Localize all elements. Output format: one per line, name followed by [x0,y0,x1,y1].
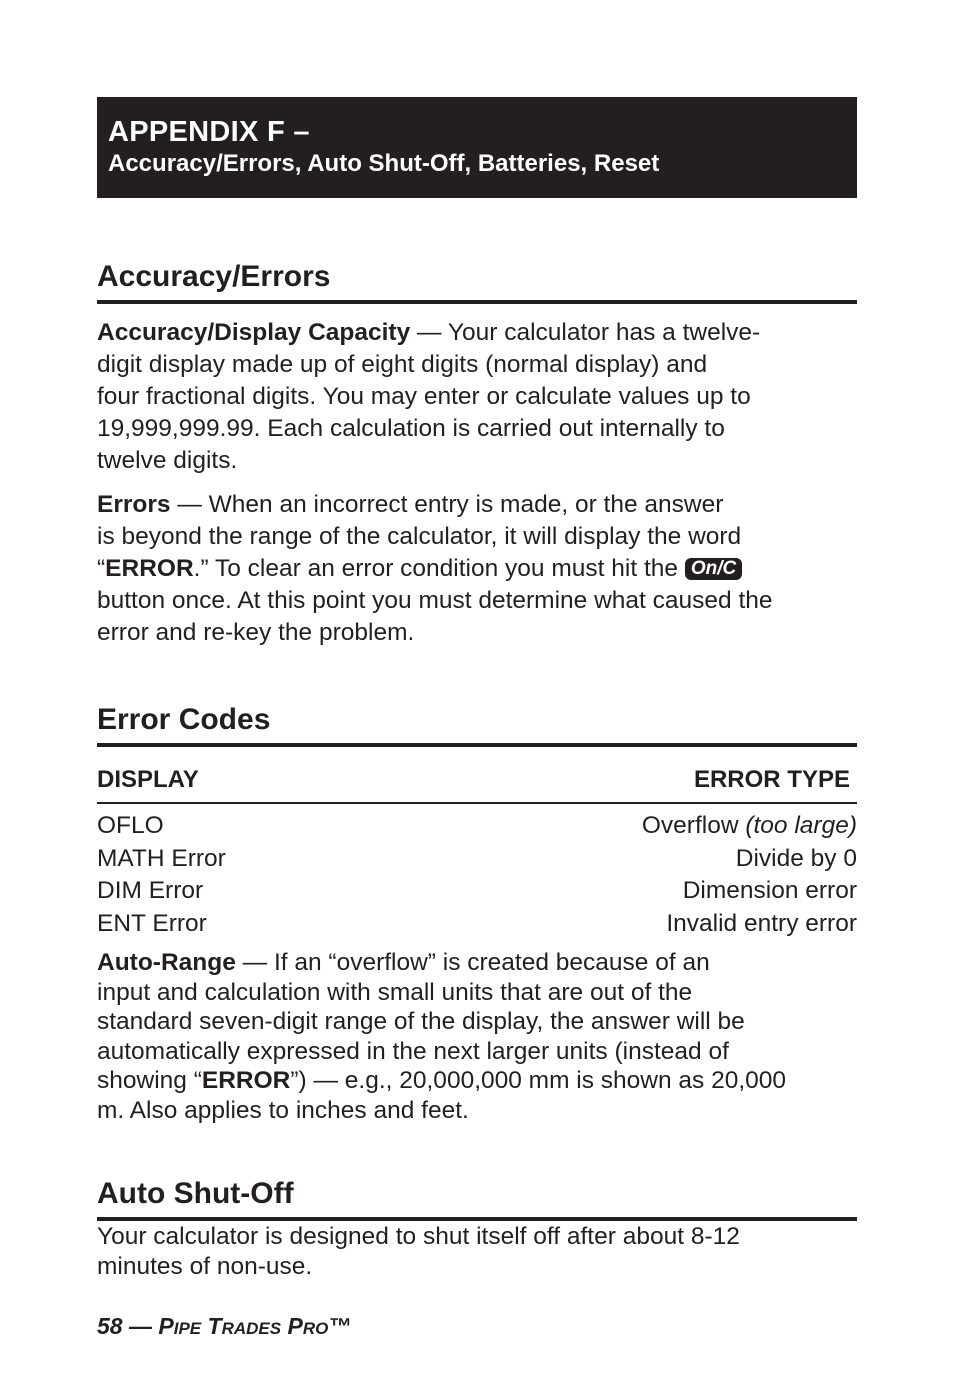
auto-range-paragraph: Auto-Range — If an “overflow” is created because of an input and calculation with small units that are out of the standard seven-digit range of the display, the answer will be automatically expressed in the next larger units (instead of showing “ERROR”) — e.g., 20,000,000 mm is shown as 20,000 m. Also applies to inches and feet. [97,949,787,1124]
col-error-type: ERROR TYPE [693,766,850,793]
page [97,97,857,1281]
appendix-title: APPENDIX F – [108,116,310,148]
capacity-paragraph: Accuracy/Display Capacity — Your calculator has a twelve- digit display made up of eight digits (normal display) and four fractional digits. You may enter or calculate values up to 19,999,999.99. Each calculation is carried out internally to twelve digits. [97,319,761,474]
col-display: DISPLAY [97,766,199,793]
error-codes-table [97,804,857,940]
auto-shutoff-paragraph: Your calculator is designed to shut itself off after about 8-12 minutes of non-use. [97,1223,740,1280]
table-row: ENT Error Invalid entry error [97,909,857,937]
on-c-key-icon: On/C [685,558,742,580]
appendix-subtitle: Accuracy/Errors, Auto Shut-Off, Batteries, Reset [108,150,660,177]
error-codes-heading: Error Codes [97,702,857,747]
auto-shutoff-heading: Auto Shut-Off [97,1176,857,1221]
errors-paragraph: Errors — When an incorrect entry is made, or the answer is beyond the range of the calculator, it will display the word “ERROR.” To clear an error condition you must hit the On/C button once. At this point you must determine what caused the error and re-key the problem. [97,491,773,646]
table-row: MATH Error Divide by 0 [97,844,857,872]
auto-range-term: Auto-Range [97,949,236,976]
errors-term: Errors [97,491,171,518]
table-row: DIM Error Dimension error [97,877,857,904]
page-footer: 58 — PIPE TRADES PRO™ [97,1313,352,1339]
appendix-banner [97,97,857,198]
error-codes-table-header [97,747,857,804]
accuracy-errors-heading: Accuracy/Errors [97,259,857,304]
table-row: OFLO Overflow (too large) [97,812,857,839]
capacity-term: Accuracy/Display Capacity [97,319,411,346]
